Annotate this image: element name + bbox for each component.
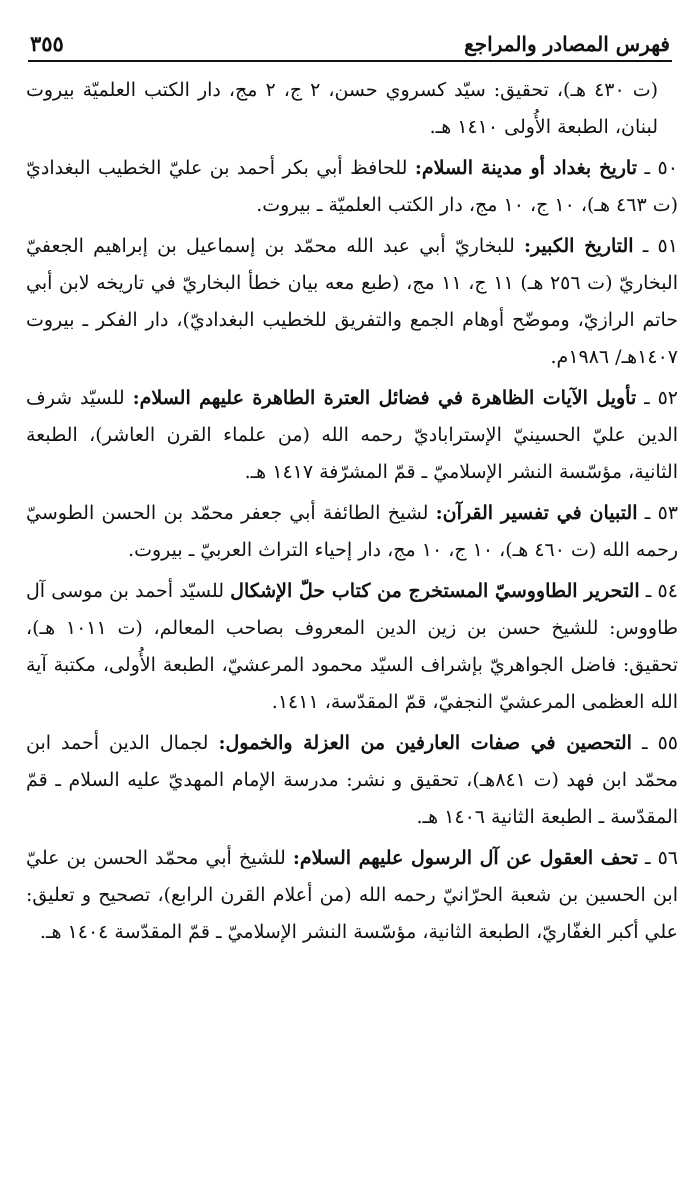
reference-entry-55	[26, 725, 678, 836]
header-divider	[28, 60, 672, 62]
page-header	[30, 22, 670, 56]
entry-title: التحرير الطاووسيّ المستخرج من كتاب حلّ الإشكال	[230, 580, 640, 602]
running-title: فهرس المصادر والمراجع	[464, 32, 670, 56]
entry-body: للبخاريّ أبي عبد الله محمّد بن إسماعيل بن إبراهيم الجعفيّ البخاريّ (ت ٢٥٦ هـ) ١١ ج، ١١ مج، (طبع معه بيان خطأ البخاريّ في تاريخه لابن أبي حاتم الرازيّ، وموضّح أوهام الجمع والتفريق للخطيب البغداديّ)، دار الفكر ـ بيروت ١٤٠٧هـ/ ١٩٨٦م.	[26, 235, 678, 368]
reference-entry-53	[26, 495, 678, 569]
entry-body: للسيّد أحمد بن موسى آل طاووس: للشيخ حسن بن زين الدين المعروف بصاحب المعالم، (ت ١٠١١ هـ)، تحقيق: فاضل الجواهريّ بإشراف السيّد محمود المرعشيّ، الطبعة الأُولى، مكتبة آية الله العظمى المرعشيّ النجفيّ، قمّ المقدّسة، ١٤١١.	[26, 580, 679, 713]
entry-dash: ـ	[644, 847, 651, 869]
entry-body: للسيّد شرف الدين عليّ الحسينيّ الإستراباديّ رحمه الله (من علماء القرن العاشر)، الطبعة الثانية، مؤسّسة النشر الإسلاميّ ـ قمّ المشرّفة ١٤١٧ هـ.	[26, 387, 678, 483]
entry-body: للحافظ أبي بكر أحمد بن عليّ الخطيب البغداديّ (ت ٤٦٣ هـ)، ١٠ ج، ١٠ مج، دار الكتب العلميّة ـ بيروت.	[26, 157, 678, 216]
entry-number: ٥٦	[657, 847, 678, 869]
entry-body: لجمال الدين أحمد ابن محمّد ابن فهد (ت ٨٤١هـ)، تحقيق و نشر: مدرسة الإمام المهديّ عليه السلام ـ قمّ المقدّسة ـ الطبعة الثانية ١٤٠٦ هـ.	[26, 732, 678, 828]
reference-entry-51	[26, 228, 678, 376]
entry-dash: ـ	[645, 580, 652, 602]
reference-entry-56	[26, 840, 678, 951]
entry-title: تاريخ بغداد أو مدينة السلام:	[414, 157, 637, 179]
entry-number: ٥٢	[657, 387, 678, 409]
entry-number: ٥٠	[657, 157, 678, 179]
entry-number: ٥٤	[657, 580, 678, 602]
references-list	[26, 72, 678, 955]
entry-number: ٥١	[657, 235, 678, 257]
entry-dash: ـ	[644, 502, 651, 524]
reference-entry-52	[26, 380, 678, 491]
entry-title: تحف العقول عن آل الرسول عليهم السلام:	[292, 847, 638, 869]
entry-dash: ـ	[644, 387, 650, 409]
reference-entry-54	[26, 573, 678, 721]
entry-dash: ـ	[641, 732, 648, 754]
entry-body: لشيخ الطائفة أبي جعفر محمّد بن الحسن الطوسيّ رحمه الله (ت ٤٦٠ هـ)، ١٠ ج، ١٠ مج، دار إحياء التراث العربيّ ـ بيروت.	[26, 502, 678, 561]
entry-title: التبيان في تفسير القرآن:	[435, 502, 638, 524]
entry-number: ٥٣	[657, 502, 678, 524]
entry-body: للشيخ أبي محمّد الحسن بن عليّ ابن الحسين بن شعبة الحرّانيّ رحمه الله (من أعلام القرن الرابع)، تصحيح و تعليق: علي أكبر الغفّاريّ، الطبعة الثانية، مؤسّسة النشر الإسلاميّ ـ قمّ المقدّسة ١٤٠٤ هـ.	[26, 847, 678, 943]
continued-entry-text: (ت ٤٣٠ هـ)، تحقيق: سيّد كسروي حسن، ٢ ج، ٢ مج، دار الكتب العلميّة بيروت لبنان، الطبعة الأُولى ١٤١٠ هـ.	[26, 79, 658, 138]
entry-title: تأويل الآيات الظاهرة في فضائل العترة الطاهرة عليهم السلام:	[132, 387, 637, 409]
reference-entry-50	[26, 150, 678, 224]
entry-dash: ـ	[642, 235, 649, 257]
entry-title: التاريخ الكبير:	[523, 235, 634, 257]
entry-dash: ـ	[644, 157, 651, 179]
page-number: ٣٥٥	[30, 31, 64, 56]
entry-number: ٥٥	[657, 732, 678, 754]
entry-title: التحصين في صفات العارفين من العزلة والخمول:	[218, 732, 632, 754]
